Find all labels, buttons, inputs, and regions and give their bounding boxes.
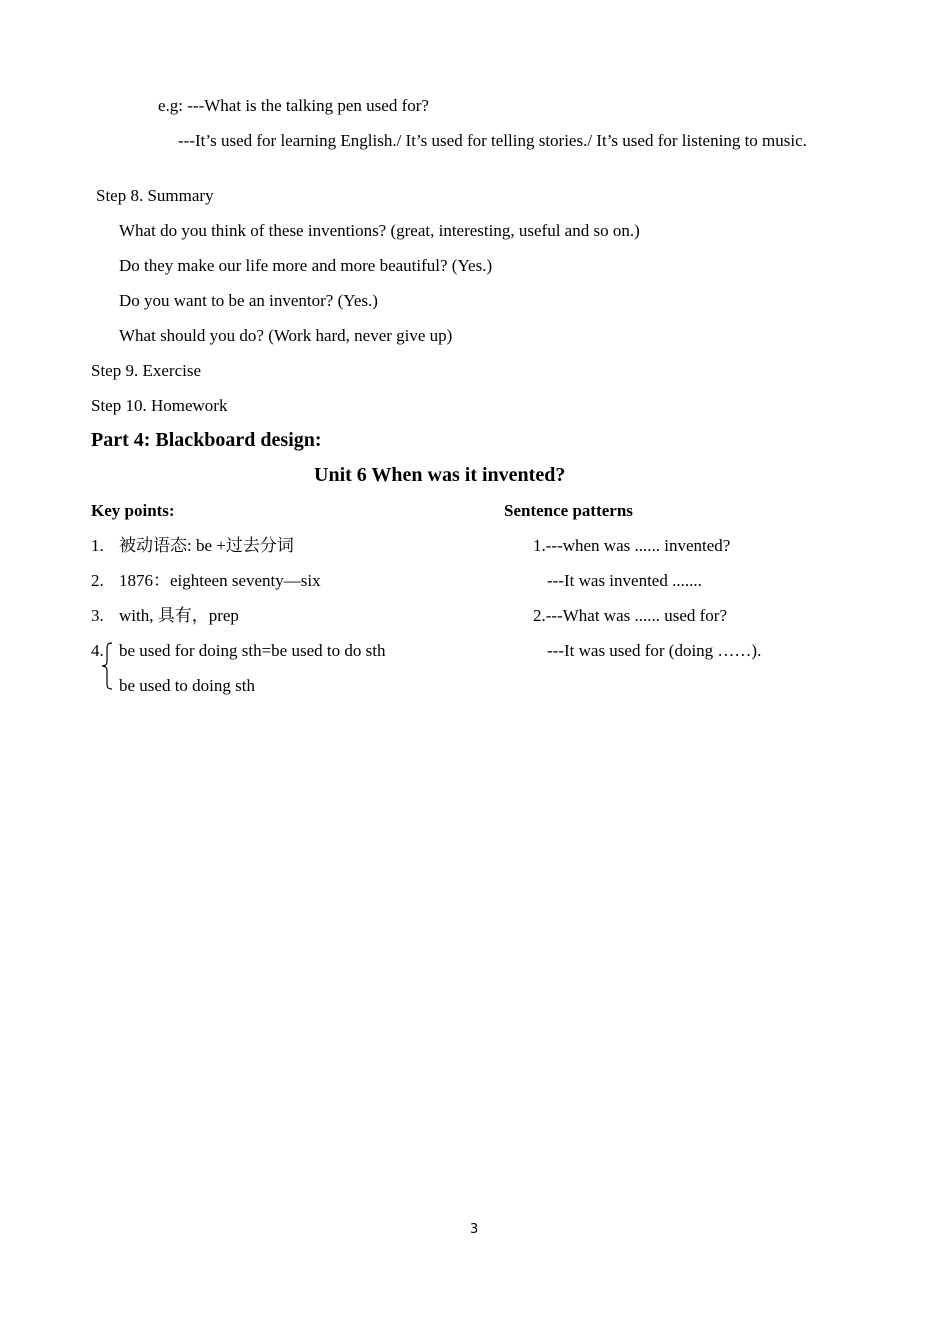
key-point-text: with, 具有，prep [119,606,239,625]
unit-title: Unit 6 When was it invented? [314,464,566,486]
sentence-pattern: ---It was used for (doing ……). [547,641,762,660]
step-9-heading: Step 9. Exercise [91,361,201,380]
summary-question-3: Do you want to be an inventor? (Yes.) [119,291,378,310]
example-question: e.g: ---What is the talking pen used for? [158,96,429,115]
key-point-text: be used to doing sth [119,676,255,695]
key-point-text: 被动语态: be +过去分词 [119,536,294,555]
sentence-pattern: ---It was invented ....... [547,571,702,590]
step-10-heading: Step 10. Homework [91,396,228,415]
key-points-header: Key points: [91,501,175,520]
step-8-heading: Step 8. Summary [96,186,214,205]
page-number: 3 [470,1222,479,1237]
key-point-number: 4. [91,641,104,660]
key-point-number: 3. [91,606,104,625]
summary-question-2: Do they make our life more and more beautiful? (Yes.) [119,256,493,275]
example-answer: ---It’s used for learning English./ It’s used for telling stories./ It’s used for listening to music. [178,131,807,150]
summary-question-4: What should you do? (Work hard, never give up) [119,326,453,345]
curly-brace-icon [100,641,114,691]
part-4-heading: Part 4: Blackboard design: [91,429,322,451]
summary-question-1: What do you think of these inventions? (great, interesting, useful and so on.) [119,221,640,240]
key-point-number: 2. [91,571,104,590]
sentence-pattern: 2.---What was ...... used for? [533,606,728,625]
key-point-text: 1876：eighteen seventy—six [119,571,321,590]
key-point-number: 1. [91,536,104,555]
sentence-patterns-header: Sentence patterns [504,501,633,520]
key-point-text: be used for doing sth=be used to do sth [119,641,386,660]
sentence-pattern: 1.---when was ...... invented? [533,536,731,555]
